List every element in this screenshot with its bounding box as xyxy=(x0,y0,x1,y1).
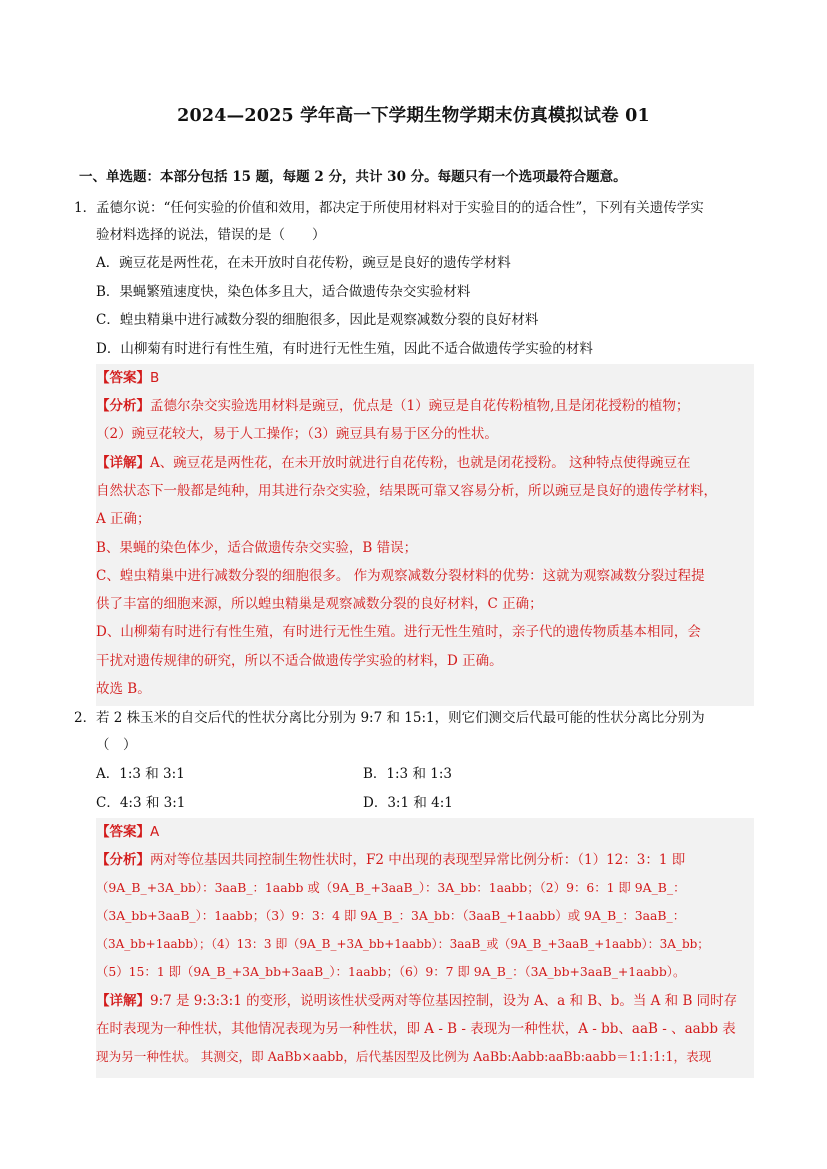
question-1-analysis-line-1 xyxy=(96,396,689,416)
question-1-option-a: A．豌豆花是两性花，在未开放时自花传粉，豌豆是良好的遗传学材料 xyxy=(96,255,511,271)
answer-tag: 【答案】 xyxy=(96,824,150,840)
question-1-detail-line-9: 故选 B。 xyxy=(96,681,151,697)
question-2-detail-line-3: 现为另一种性状。 其测交，即 AaBb×aabb，后代基因型及比例为 AaBb:Aabb:aaBb:aabb＝1:1:1:1，表现 xyxy=(96,1049,712,1064)
detail-text: 9:7 是 9:3:3:1 的变形，说明该性状受两对等位基因控制，设为 A、a 和 B、b。当 A 和 B 同时存 xyxy=(150,993,738,1009)
answer-value: A xyxy=(150,824,160,840)
answer-tag: 【答案】 xyxy=(96,370,150,386)
question-1-answer xyxy=(96,368,159,388)
question-1-detail-line-4: B、果蝇的染色体少，适合做遗传杂交实验，B 错误； xyxy=(96,540,418,556)
question-1-analysis-line-2: （2）豌豆花较大，易于人工操作；（3）豌豆具有易于区分的性状。 xyxy=(96,426,498,442)
question-2-option-a: A．1:3 和 3:1 xyxy=(96,766,185,782)
question-1-detail-line-7: D、山柳菊有时进行有性生殖，有时进行无性生殖。进行无性生殖时，亲子代的遗传物质基本相同，会 xyxy=(96,624,701,640)
question-2-analysis-line-2: （9A_B_+3A_bb）：3aaB_：1aabb 或（9A_B_+3aaB_）：3A_bb：1aabb；（2）9：6：1 即 9A_B_： xyxy=(96,880,686,895)
question-2-option-c: C．4:3 和 3:1 xyxy=(96,795,186,811)
question-1-option-b: B．果蝇繁殖速度快，染色体多且大，适合做遗传杂交实验材料 xyxy=(96,284,471,300)
question-2-analysis-line-5: （5）15：1 即（9A_B_+3A_bb+3aaB_）：1aabb；（6）9：7 即 9A_B_：（3A_bb+3aaB_+1aabb）。 xyxy=(96,964,686,979)
answer-value: B xyxy=(150,370,160,386)
analysis-tag: 【分析】 xyxy=(96,398,150,414)
question-2-answer xyxy=(96,822,159,842)
question-2-option-d: D．3:1 和 4:1 xyxy=(363,795,453,811)
question-1-detail-line-3: A 正确； xyxy=(96,511,151,527)
question-1-detail-line-6: 供了丰富的细胞来源，所以蝗虫精巢是观察减数分裂的良好材料，C 正确； xyxy=(96,596,543,612)
question-2-analysis-line-4: （3A_bb+1aabb）；（4）13：3 即（9A_B_+3A_bb+1aabb）：3aaB_或（9A_B_+3aaB_+1aabb）：3A_bb； xyxy=(96,937,710,951)
question-1-option-c: C．蝗虫精巢中进行减数分裂的细胞很多，因此是观察减数分裂的良好材料 xyxy=(96,312,539,328)
question-2-number: 2． xyxy=(74,710,97,726)
question-2-stem-line-2: （ ） xyxy=(96,737,137,753)
question-2-detail-line-2: 在时表现为一种性状，其他情况表现为另一种性状，即 A - B - 表现为一种性状，A - bb、aaB - 、aabb 表 xyxy=(96,1021,736,1037)
question-2-stem-line-1: 若 2 株玉米的自交后代的性状分离比分别为 9:7 和 15:1，则它们测交后代最可能的性状分离比分别为 xyxy=(96,710,705,726)
question-2-option-b: B．1:3 和 1:3 xyxy=(363,766,452,782)
section-heading: 一、单选题：本部分包括 15 题，每题 2 分，共计 30 分。每题只有一个选项最符合题意。 xyxy=(79,169,627,185)
question-2-analysis-line-3: （3A_bb+3aaB_）：1aabb；（3）9：3：4 即 9A_B_：3A_bb：（3aaB_+1aabb）或 9A_B_：3aaB_： xyxy=(96,908,686,923)
question-1-detail-line-1 xyxy=(96,453,691,473)
question-1-detail-line-2: 自然状态下一般都是纯种，用其进行杂交实验，结果既可靠又容易分析，所以豌豆是良好的遗传学材料， xyxy=(96,483,717,499)
question-1-detail-line-8: 干扰对遗传规律的研究，所以不适合做遗传学实验的材料，D 正确。 xyxy=(96,653,503,669)
question-1-stem-line-1: 孟德尔说：“任何实验的价值和效用，都决定于所使用材料对于实验目的的适合性”，下列有关遗传学实 xyxy=(96,200,704,216)
question-1-number: 1． xyxy=(74,200,97,216)
question-2-detail-line-1 xyxy=(96,991,737,1011)
detail-tag: 【详解】 xyxy=(96,993,150,1009)
question-1-stem-line-2: 验材料选择的说法，错误的是（ ） xyxy=(96,227,326,243)
page-title: 2024—2025 学年高一下学期生物学期末仿真模拟试卷 01 xyxy=(177,106,650,126)
detail-tag: 【详解】 xyxy=(96,455,150,471)
analysis-tag: 【分析】 xyxy=(96,852,150,868)
question-2-analysis-line-1 xyxy=(96,850,685,870)
detail-text: A、豌豆花是两性花，在未开放时就进行自花传粉，也就是闭花授粉。 这种特点使得豌豆在 xyxy=(150,455,691,471)
analysis-text: 孟德尔杂交实验选用材料是豌豆，优点是（1）豌豆是自花传粉植物,且是闭花授粉的植物； xyxy=(150,398,690,414)
question-1-option-d: D．山柳菊有时进行有性生殖，有时进行无性生殖，因此不适合做遗传学实验的材料 xyxy=(96,341,593,357)
analysis-text: 两对等位基因共同控制生物性状时，F2 中出现的表现型异常比例分析：（1）12：3：1 即 xyxy=(150,852,686,868)
question-1-detail-line-5: C、蝗虫精巢中进行减数分裂的细胞很多。 作为观察减数分裂材料的优势：这就为观察减数分裂过程提 xyxy=(96,568,705,584)
